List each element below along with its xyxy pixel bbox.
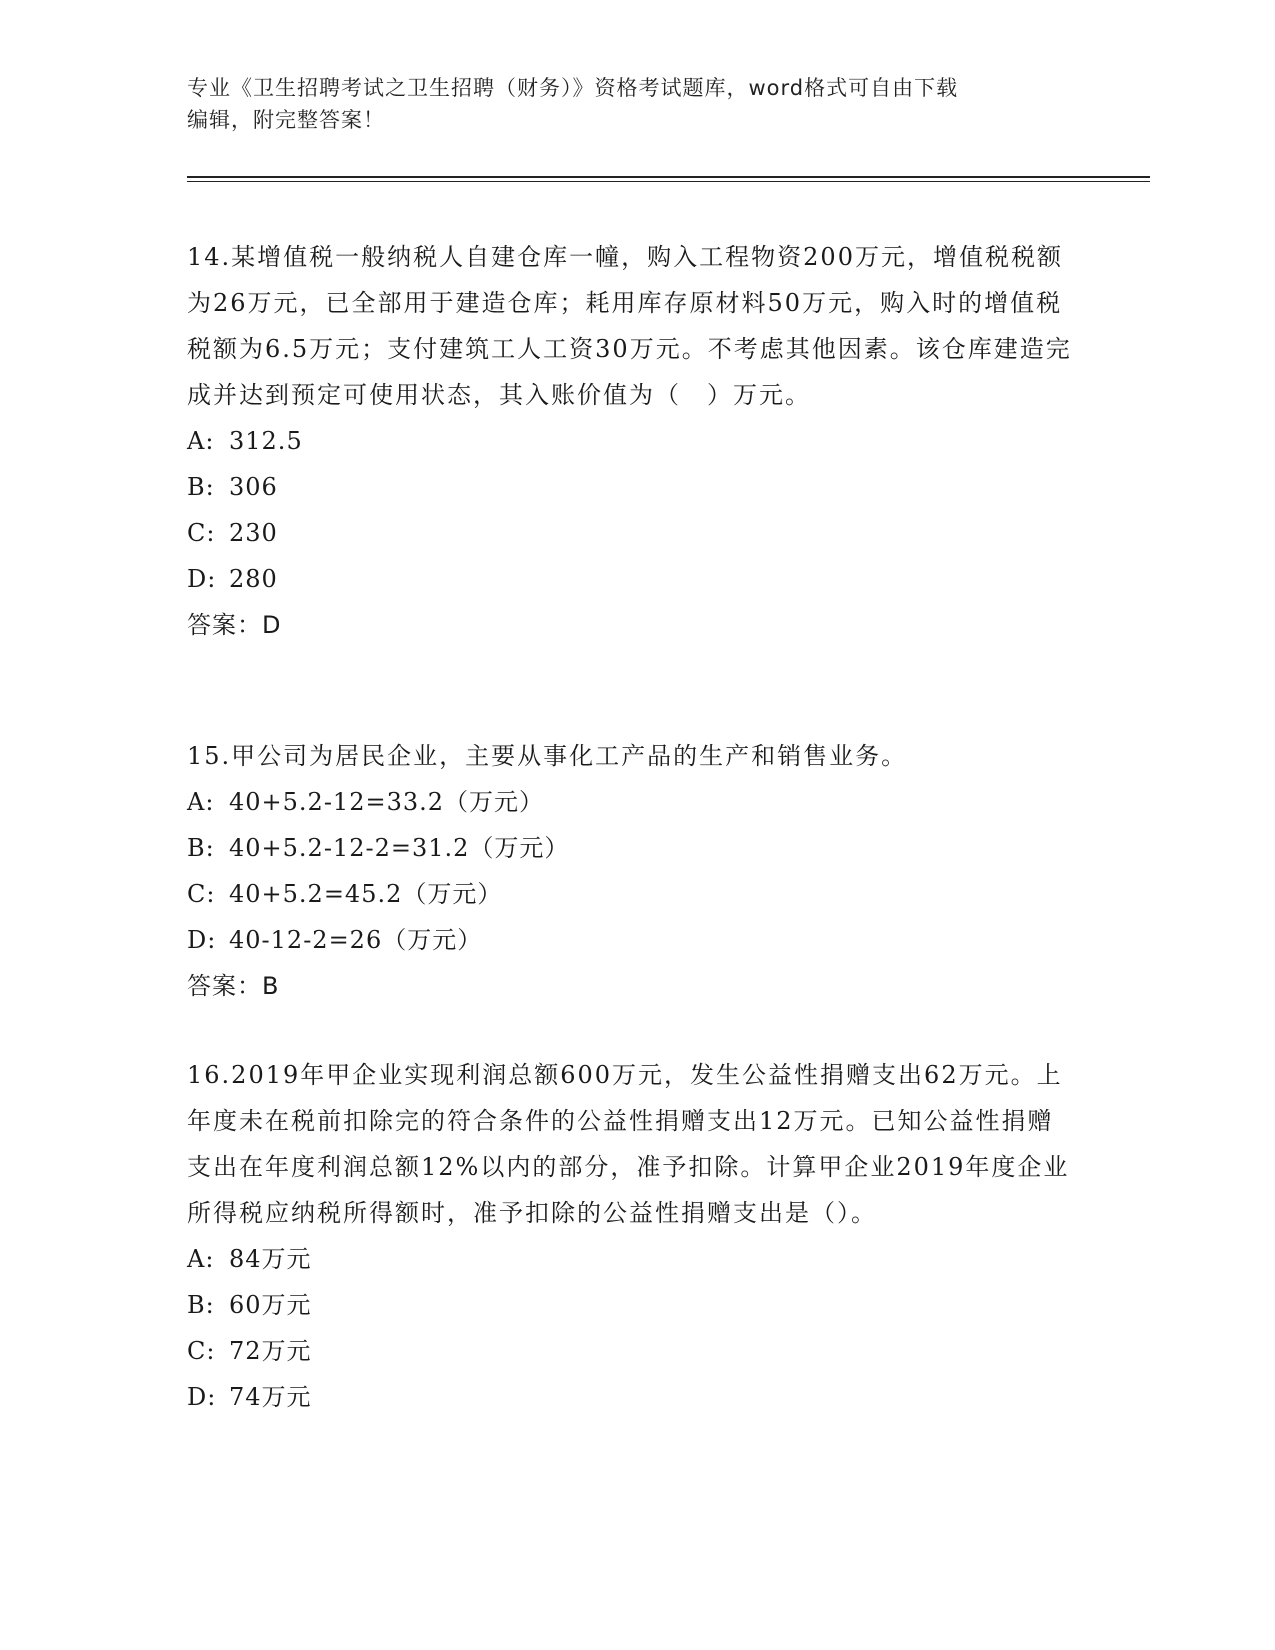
option-text: 312.5 [229, 427, 303, 455]
option-label: D: [187, 565, 217, 593]
option-label: C: [187, 880, 216, 908]
option-label: D: [187, 926, 217, 954]
option-text: 40+5.2=45.2（万元） [229, 880, 503, 908]
option-text: 84万元 [229, 1245, 312, 1273]
header-divider-thin [187, 181, 1150, 182]
option-label: C: [187, 519, 216, 547]
option-text: 40-12-2=26（万元） [229, 926, 483, 954]
header-divider [187, 176, 1150, 178]
option-b [187, 464, 1077, 510]
option-b [187, 1282, 1077, 1328]
question-14 [187, 234, 1077, 648]
option-d [187, 917, 1077, 963]
header-line-1: 专业《卫生招聘考试之卫生招聘（财务）》资格考试题库，word格式可自由下载 [187, 76, 959, 100]
option-text: 74万元 [229, 1383, 312, 1411]
option-c [187, 510, 1077, 556]
option-a [187, 418, 1077, 464]
option-label: B: [187, 1291, 215, 1319]
option-c [187, 1328, 1077, 1374]
option-label: C: [187, 1337, 216, 1365]
option-label: A: [187, 427, 215, 455]
option-d [187, 556, 1077, 602]
question-16 [187, 1052, 1077, 1420]
option-text: 306 [229, 473, 278, 501]
option-label: D: [187, 1383, 217, 1411]
answer-line: 答案：D [187, 611, 282, 639]
answer-line: 答案：B [187, 972, 280, 1000]
option-text: 40+5.2-12-2=31.2（万元） [229, 834, 570, 862]
option-b [187, 825, 1077, 871]
option-d [187, 1374, 1077, 1420]
option-text: 230 [229, 519, 278, 547]
question-15 [187, 733, 1077, 1009]
option-text: 40+5.2-12=33.2（万元） [229, 788, 545, 816]
option-label: B: [187, 473, 215, 501]
option-text: 60万元 [229, 1291, 312, 1319]
question-stem: 16.2019年甲企业实现利润总额600万元，发生公益性捐赠支出62万元。上年度未在税前扣除完的符合条件的公益性捐赠支出12万元。已知公益性捐赠支出在年度利润总额12%以内的部分，准予扣除。计算甲企业2019年度企业所得税应纳税所得额时，准予扣除的公益性捐赠支出是（）。 [187, 1061, 1070, 1227]
question-stem: 14.某增值税一般纳税人自建仓库一幢，购入工程物资200万元，增值税税额为26万元，已全部用于建造仓库；耗用库存原材料50万元，购入时的增值税税额为6.5万元；支付建筑工人工资30万元。不考虑其他因素。该仓库建造完成并达到预定可使用状态，其入账价值为（ ）万元。 [187, 243, 1072, 409]
option-label: A: [187, 788, 215, 816]
option-a [187, 779, 1077, 825]
option-label: A: [187, 1245, 215, 1273]
header-line-2: 编辑，附完整答案！ [187, 108, 385, 132]
option-c [187, 871, 1077, 917]
option-text: 72万元 [229, 1337, 312, 1365]
document-header [187, 72, 1087, 136]
option-text: 280 [229, 565, 278, 593]
question-stem: 15.甲公司为居民企业，主要从事化工产品的生产和销售业务。 [187, 742, 908, 770]
option-a [187, 1236, 1077, 1282]
option-label: B: [187, 834, 215, 862]
